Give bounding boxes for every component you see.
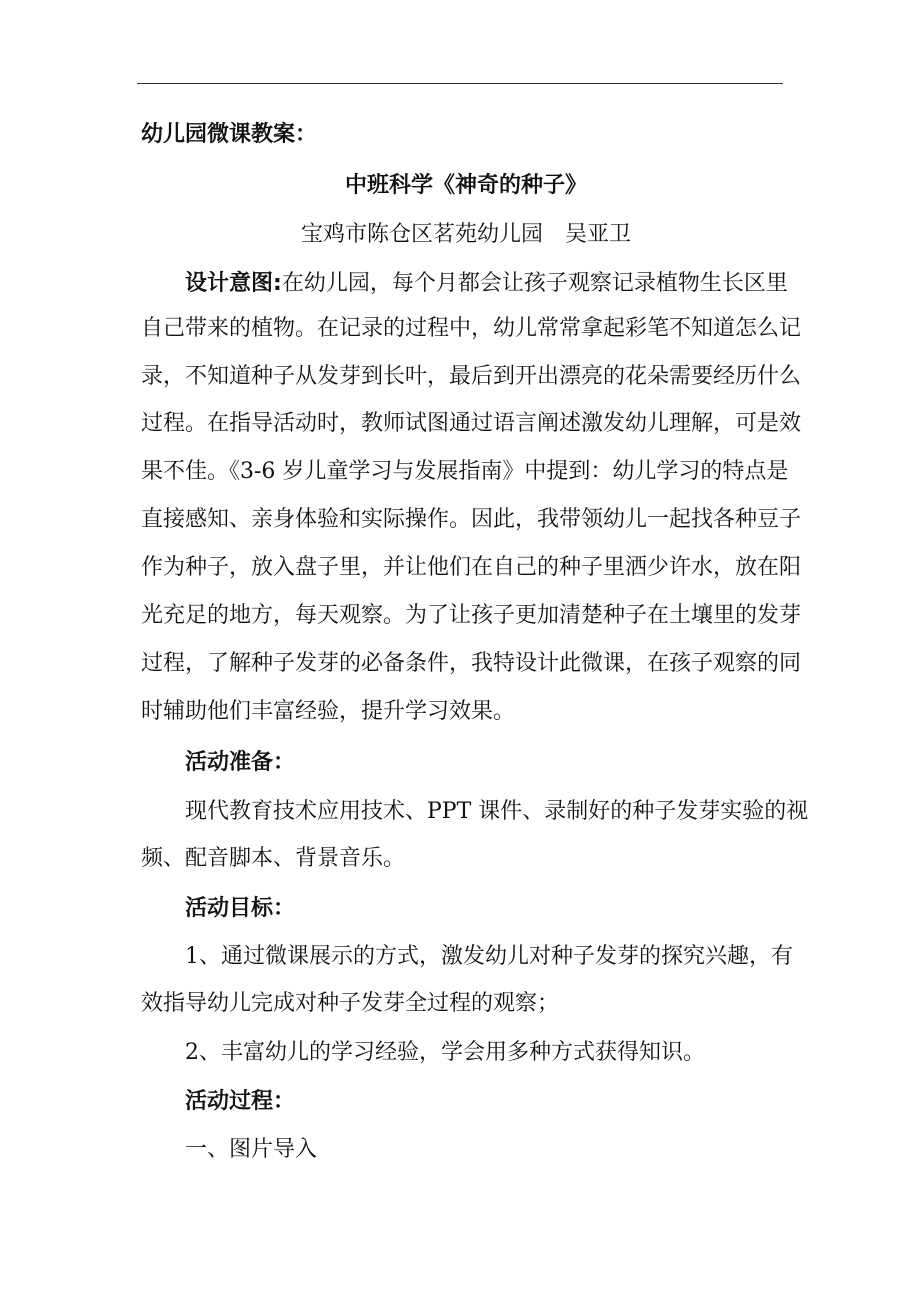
- lesson-title: 中班科学《神奇的种子》: [344, 173, 587, 198]
- goal-1-line-2: 效指导幼儿完成对种子发芽全过程的观察；: [141, 991, 560, 1016]
- process-step-1: 一、图片导入: [185, 1137, 318, 1162]
- design-intent-line-2: 自己带来的植物。在记录的过程中，幼儿常常拿起彩笔不知道怎么记: [141, 316, 802, 341]
- design-intent-line-5: 果不佳。《3-6 岁儿童学习与发展指南》中提到：幼儿学习的特点是: [141, 459, 789, 484]
- design-intent-line-9: 过程，了解种子发芽的必备条件，我特设计此微课，在孩子观察的同: [141, 651, 802, 676]
- document-type-heading: 幼儿园微课教案：: [141, 122, 318, 147]
- design-intent-line-1: [141, 271, 788, 297]
- design-intent-text-1: 在幼儿园，每个月都会让孩子观察记录植物生长区里: [281, 271, 788, 296]
- design-intent-label: 设计意图:: [185, 271, 282, 296]
- goals-heading: 活动目标：: [185, 896, 296, 921]
- design-intent-line-3: 录，不知道种子从发芽到长叶，最后到开出漂亮的花朵需要经历什么: [141, 364, 802, 389]
- goal-2-line: 2、丰富幼儿的学习经验，学会用多种方式获得知识。: [185, 1040, 705, 1065]
- design-intent-line-7: 作为种子，放入盘子里，并让他们在自己的种子里洒少许水，放在阳: [141, 555, 802, 580]
- preparation-heading: 活动准备：: [185, 750, 296, 775]
- design-intent-line-10: 时辅助他们丰富经验，提升学习效果。: [141, 699, 516, 724]
- design-intent-line-8: 光充足的地方，每天观察。为了让孩子更加清楚种子在土壤里的发芽: [141, 603, 802, 628]
- design-intent-line-4: 过程。在指导活动时，教师试图通过语言阐述激发幼儿理解，可是效: [141, 411, 802, 436]
- process-heading: 活动过程：: [185, 1089, 296, 1114]
- preparation-line-2: 频、配音脚本、背景音乐。: [141, 846, 406, 871]
- author-line: 宝鸡市陈仓区茗苑幼儿园 吴亚卫: [300, 222, 631, 247]
- header-rule: [137, 83, 783, 84]
- preparation-line-1: 现代教育技术应用技术、PPT 课件、录制好的种子发芽实验的视: [185, 799, 809, 824]
- design-intent-line-6: 直接感知、亲身体验和实际操作。因此，我带领幼儿一起找各种豆子: [141, 507, 802, 532]
- goal-1-line-1: 1、通过微课展示的方式，激发幼儿对种子发芽的探究兴趣，有: [185, 944, 793, 969]
